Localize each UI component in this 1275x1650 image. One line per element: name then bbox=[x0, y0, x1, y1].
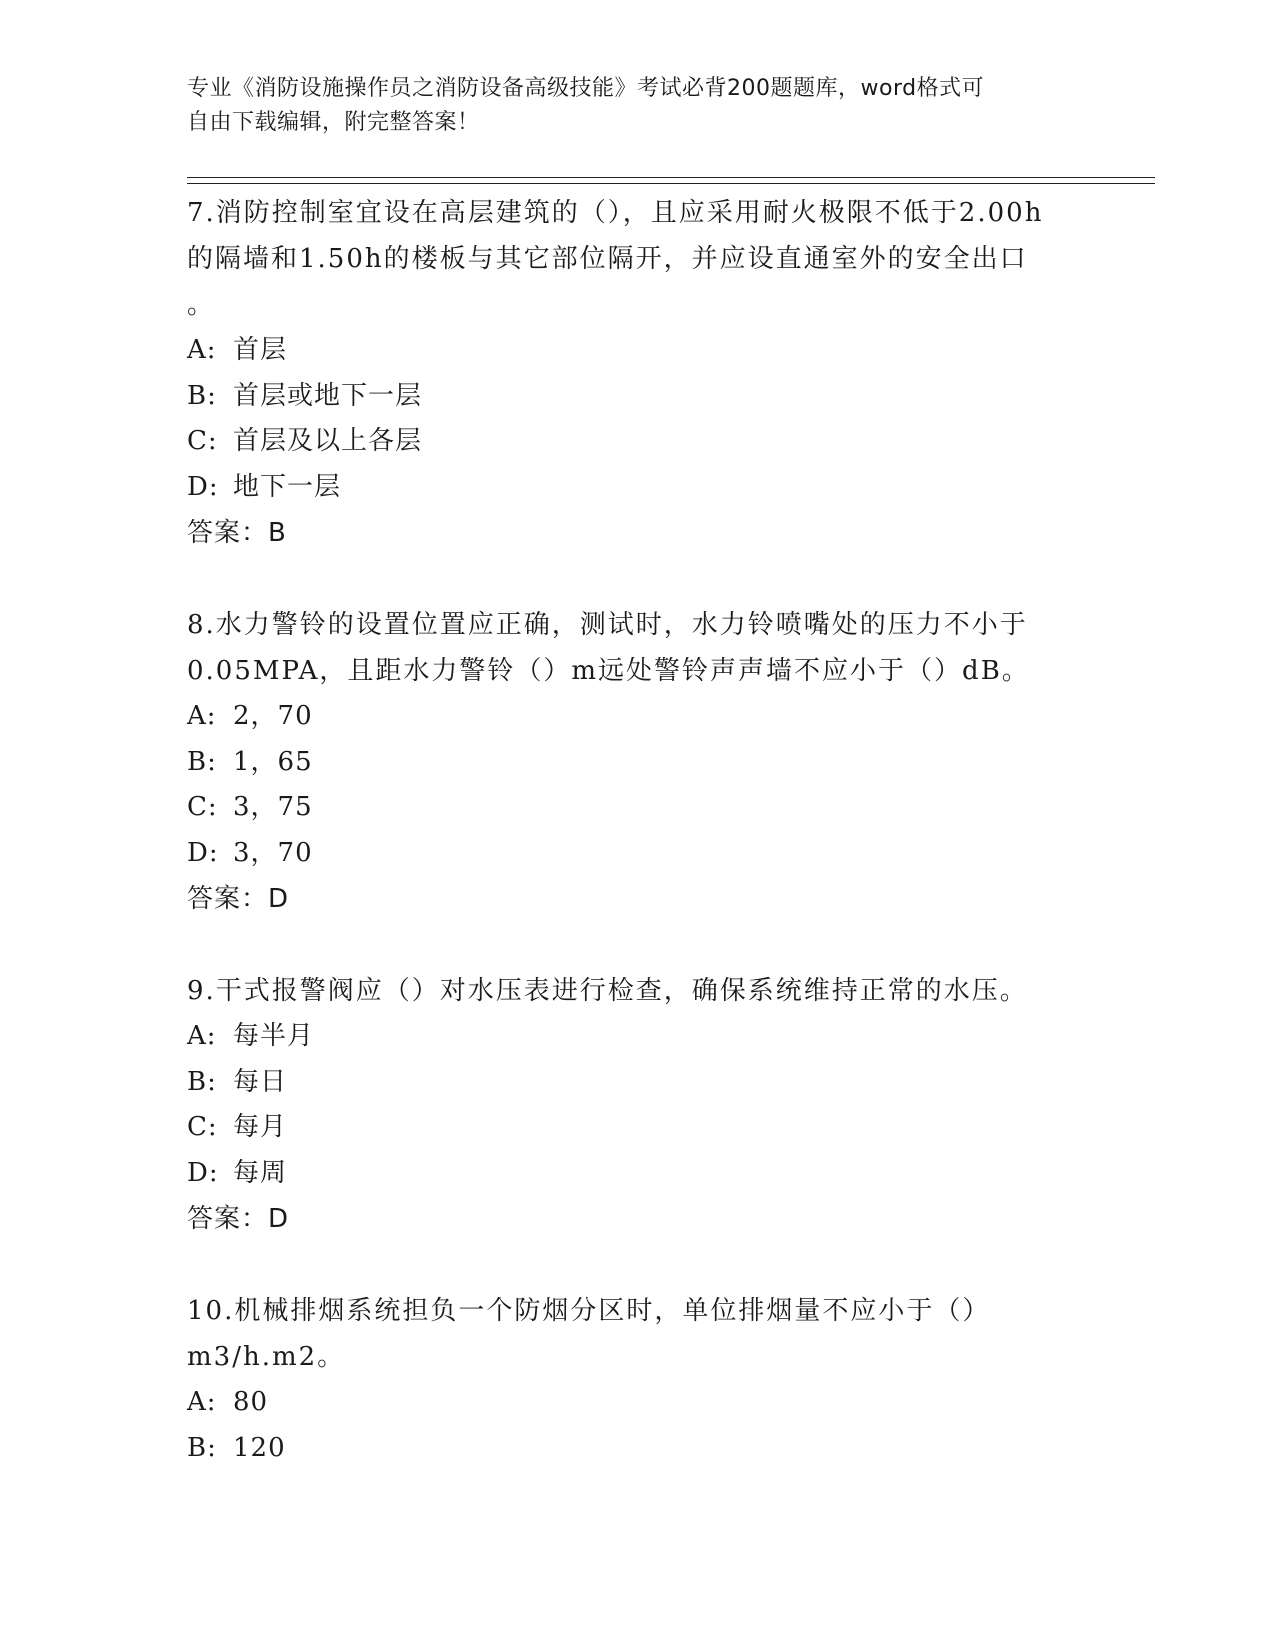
option-text: 3，75 bbox=[233, 792, 313, 822]
header-line: 专业《消防设施操作员之消防设备高级技能》考试必背200题题库，word格式可 bbox=[187, 76, 985, 101]
option-letter: A: bbox=[187, 335, 217, 365]
option-letter: B: bbox=[187, 746, 217, 777]
option-text: 3，70 bbox=[233, 837, 313, 868]
option-text: 每半月 bbox=[233, 1021, 315, 1051]
option-d bbox=[187, 465, 1087, 511]
option-text: 80 bbox=[233, 1387, 269, 1417]
option-text: 1，65 bbox=[233, 746, 313, 777]
document-header bbox=[187, 72, 1087, 140]
question-spacer bbox=[187, 1242, 1087, 1288]
option-text: 每月 bbox=[233, 1112, 288, 1142]
header-divider bbox=[187, 177, 1155, 178]
option-a bbox=[187, 1380, 1087, 1426]
header-divider bbox=[187, 183, 1155, 184]
question-text-line: 。 bbox=[187, 290, 216, 320]
option-letter: B: bbox=[187, 380, 217, 411]
question-spacer bbox=[187, 556, 1087, 602]
option-letter: C: bbox=[187, 426, 218, 456]
question-9 bbox=[187, 968, 1087, 1242]
question-10 bbox=[187, 1288, 1087, 1471]
option-b bbox=[187, 374, 1087, 420]
question-8 bbox=[187, 602, 1087, 922]
header-line: 自由下载编辑，附完整答案！ bbox=[187, 110, 480, 135]
option-text: 120 bbox=[233, 1432, 286, 1463]
option-b bbox=[187, 1426, 1087, 1472]
question-text-line: m3/h.m2。 bbox=[187, 1342, 346, 1372]
option-b bbox=[187, 740, 1087, 786]
option-d bbox=[187, 1151, 1087, 1197]
question-text-line: 10.机械排烟系统担负一个防烟分区时，单位排烟量不应小于（） bbox=[187, 1296, 991, 1326]
option-text: 2，70 bbox=[233, 701, 313, 731]
question-spacer bbox=[187, 922, 1087, 968]
question-text-line: 0.05MPA，且距水力警铃（）m远处警铃声声墙不应小于（）dB。 bbox=[187, 656, 1030, 686]
question-text-line: 9.干式报警阀应（）对水压表进行检查，确保系统维持正常的水压。 bbox=[187, 976, 1028, 1006]
option-text: 首层及以上各层 bbox=[233, 426, 423, 456]
option-b bbox=[187, 1060, 1087, 1106]
option-letter: B: bbox=[187, 1066, 217, 1097]
option-letter: D: bbox=[187, 837, 219, 868]
question-text-line: 的隔墙和1.50h的楼板与其它部位隔开，并应设直通室外的安全出口 bbox=[187, 244, 1028, 274]
question-list bbox=[187, 190, 1087, 1471]
answer-line: 答案：D bbox=[187, 884, 290, 914]
answer-line: 答案：B bbox=[187, 518, 287, 548]
option-text: 每周 bbox=[233, 1157, 288, 1188]
option-letter: A: bbox=[187, 1387, 217, 1417]
option-c bbox=[187, 419, 1087, 465]
option-letter: D: bbox=[187, 471, 219, 502]
option-c bbox=[187, 785, 1087, 831]
option-text: 地下一层 bbox=[233, 471, 342, 502]
option-text: 首层或地下一层 bbox=[233, 380, 423, 411]
option-letter: B: bbox=[187, 1432, 217, 1463]
option-c bbox=[187, 1105, 1087, 1151]
option-text: 首层 bbox=[233, 335, 288, 365]
option-letter: A: bbox=[187, 701, 217, 731]
option-a bbox=[187, 694, 1087, 740]
option-d bbox=[187, 831, 1087, 877]
option-letter: C: bbox=[187, 792, 218, 822]
option-letter: C: bbox=[187, 1112, 218, 1142]
option-letter: D: bbox=[187, 1157, 219, 1188]
answer-line: 答案：D bbox=[187, 1204, 290, 1234]
option-text: 每日 bbox=[233, 1066, 288, 1097]
option-letter: A: bbox=[187, 1021, 217, 1051]
question-text-line: 8.水力警铃的设置位置应正确，测试时，水力铃喷嘴处的压力不小于 bbox=[187, 610, 1028, 640]
question-7 bbox=[187, 190, 1087, 556]
question-text-line: 7.消防控制室宜设在高层建筑的（），且应采用耐火极限不低于2.00h bbox=[187, 198, 1044, 228]
option-a bbox=[187, 1014, 1087, 1060]
option-a bbox=[187, 328, 1087, 374]
